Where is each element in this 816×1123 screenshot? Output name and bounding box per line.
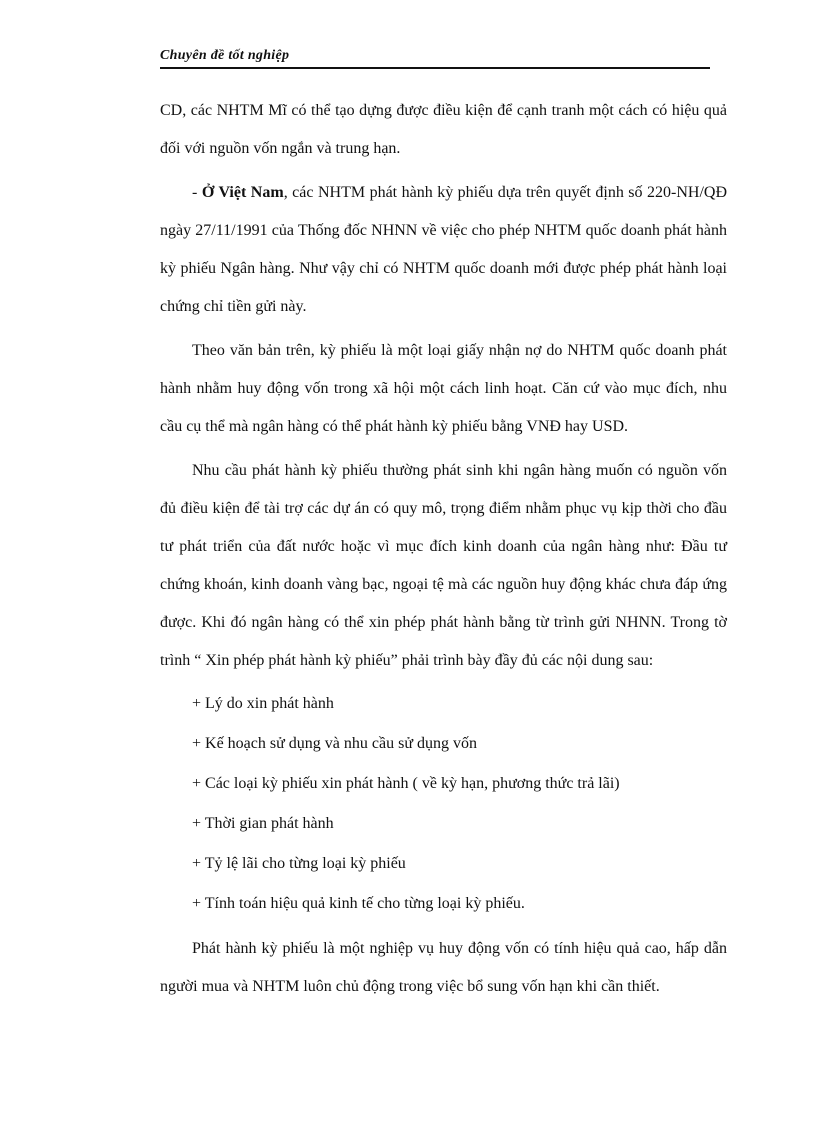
list-item: + Thời gian phát hành [192, 815, 334, 832]
paragraph-3: Theo văn bản trên, kỳ phiếu là một loại giấy nhận nợ do NHTM quốc doanh phát hành nhằm huy động vốn trong xã hội một cách linh hoạt. Căn cứ vào mục đích, nhu cầu cụ thể mà ngân hàng có thể phát hành kỳ phiếu bằng VNĐ hay USD. [160, 342, 727, 435]
document-body [160, 92, 727, 1006]
paragraph-2-prefix: - [192, 184, 202, 201]
list-item: + Các loại kỳ phiếu xin phát hành ( về kỳ hạn, phương thức trả lãi) [192, 775, 620, 792]
paragraph-5: Phát hành kỳ phiếu là một nghiệp vụ huy động vốn có tính hiệu quả cao, hấp dẫn người mua và NHTM luôn chủ động trong việc bổ sung vốn hạn khi cần thiết. [160, 940, 727, 995]
paragraph-2-text: , các NHTM phát hành kỳ phiếu dựa trên quyết định số 220-NH/QĐ ngày 27/11/1991 của Thống đốc NHNN về việc cho phép NHTM quốc doanh phát hành kỳ phiếu Ngân hàng. Như vậy chỉ có NHTM quốc doanh mới được phép phát hành loại chứng chỉ tiền gửi này. [160, 184, 728, 315]
header-title: Chuyên đề tốt nghiệp [160, 48, 290, 63]
header-rule [160, 67, 710, 69]
list-item: + Lý do xin phát hành [192, 695, 334, 712]
paragraph-2 [160, 174, 727, 326]
paragraph-1: CD, các NHTM Mĩ có thể tạo dựng được điều kiện để cạnh tranh một cách có hiệu quả đối với nguồn vốn ngắn và trung hạn. [160, 102, 727, 157]
list-item: + Tính toán hiệu quả kinh tế cho từng loại kỳ phiếu. [192, 895, 525, 912]
paragraph-4: Nhu cầu phát hành kỳ phiếu thường phát sinh khi ngân hàng muốn có nguồn vốn đủ điều kiện để tài trợ các dự án có quy mô, trọng điểm nhằm phục vụ kịp thời cho đầu tư phát triển của đất nước hoặc vì mục đích kinh doanh của ngân hàng như: Đầu tư chứng khoán, kinh doanh vàng bạc, ngoại tệ mà các nguồn huy động khác chưa đáp ứng được. Khi đó ngân hàng có thể xin phép phát hành bằng từ trình gửi NHNN. Trong tờ trình “ Xin phép phát hành kỳ phiếu” phải trình bày đầy đủ các nội dung sau: [160, 462, 727, 669]
paragraph-2-heading: Ở Việt Nam [201, 184, 284, 201]
list-item: + Tỷ lệ lãi cho từng loại kỳ phiếu [192, 855, 406, 872]
page-header [160, 48, 710, 70]
bullet-list [160, 684, 727, 924]
list-item: + Kế hoạch sử dụng và nhu cầu sử dụng vốn [192, 735, 477, 752]
